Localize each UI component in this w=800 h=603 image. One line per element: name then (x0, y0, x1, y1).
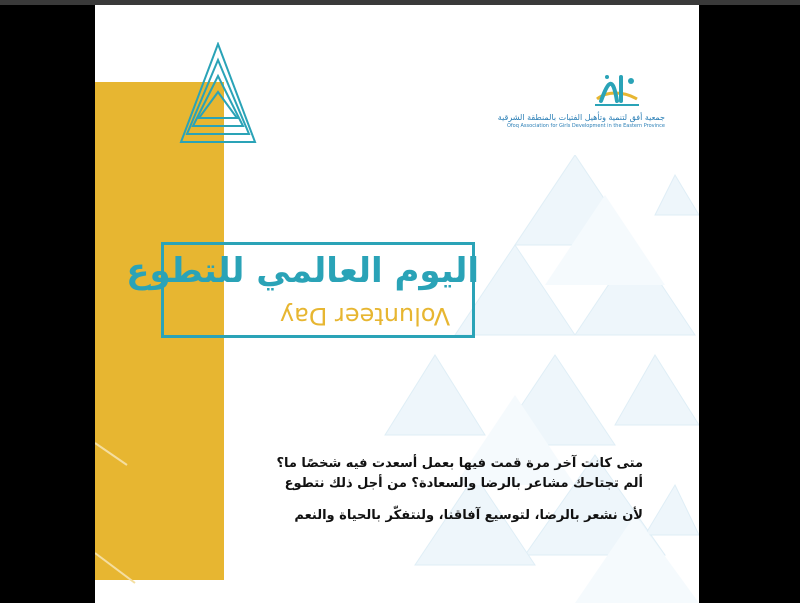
body-line-3: لأن نشعر بالرضا، لتوسيع آفاقنا، ولنتفكّر بالحياة والنعم (294, 508, 643, 523)
body-line-2: ألم تجتاحك مشاعر بالرضا والسعادة؟ من أجل ذلك نتطوع (284, 476, 643, 491)
title-arabic: اليوم العالمي للتطوع (126, 251, 479, 291)
title-english: Volunteer Day (279, 302, 451, 330)
body-line-1: متى كانت آخر مرة قمت فيها بعمل أسعدت فيه شخصًا ما؟ (276, 456, 643, 471)
brand-name-arabic: جمعية أفق لتنمية وتأهيل الفتيات بالمنطقة الشرقية (497, 113, 665, 122)
poster (95, 5, 699, 603)
brand-name-english: Ofoq Association for Girls Development in the Eastern Province (506, 123, 665, 129)
background-triangle-pattern (375, 155, 699, 603)
triangle-logo-icon (179, 42, 257, 144)
body-text (163, 454, 643, 526)
ofoq-brand-mark-icon (587, 71, 647, 111)
brand-block (465, 71, 665, 129)
